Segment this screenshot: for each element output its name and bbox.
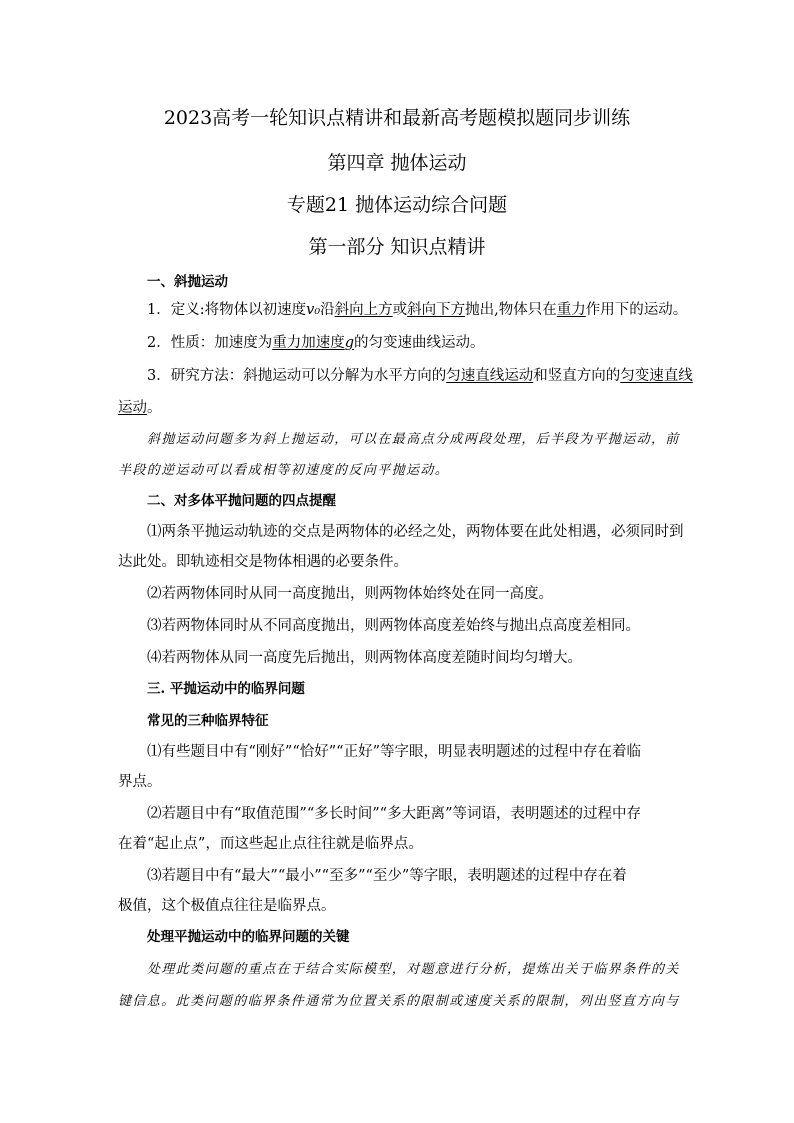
method-line <box>147 364 707 385</box>
note-line-1: 斜抛运动问题多为斜上抛运动，可以在最高点分成两段处理，后半段为平抛运动，前 <box>147 432 680 447</box>
definition-underlined: 斜向上方 <box>334 302 393 318</box>
method-underlined: 运动 <box>118 400 147 416</box>
property-underlined-text: 重力加速度 <box>272 335 345 351</box>
section2-point1-line1: ⑴两条平抛运动轨迹的交点是两物体的必经之处，两物体要在此处相遇，必须同时到 <box>147 524 684 540</box>
definition-underlined: 斜向下方 <box>407 302 466 318</box>
topic-title: 专题21 抛体运动综合问题 <box>286 194 508 216</box>
definition-underlined: 重力 <box>556 302 586 318</box>
definition-variable: v₀ <box>306 302 321 318</box>
section2-point1-line2: 达此处。即轨迹相交是物体相遇的必要条件。 <box>118 554 408 570</box>
section2-point3: ⑶若两物体同时从不同高度抛出，则两物体高度差始终与抛出点高度差相同。 <box>147 618 640 634</box>
definition-suffix: 作用下的运动。 <box>585 302 688 318</box>
definition-line <box>147 298 707 319</box>
section2-point2: ⑵若两物体同时从同一高度抛出，则两物体始终处在同一高度。 <box>147 586 553 602</box>
document-title: 2023高考一轮知识点精讲和最新高考题模拟题同步训练 <box>163 107 631 129</box>
section2-point4: ⑷若两物体从同一高度先后抛出，则两物体高度差随时间均匀增大。 <box>147 650 582 666</box>
definition-text: 抛出,物体只在 <box>465 302 557 318</box>
key-line-1: 处理此类问题的重点在于结合实际模型，对题意进行分析，提炼出关于临界条件的关 <box>147 962 680 977</box>
method-underlined: 匀速直线运动 <box>446 368 534 384</box>
method-text: 和竖直方向的 <box>533 368 621 384</box>
critical-point1-line2: 界点。 <box>118 774 162 790</box>
method-prefix: 3．研究方法：斜抛运动可以分解为水平方向的 <box>147 368 447 384</box>
critical-point3-line2: 极值，这个极值点往往是临界点。 <box>118 898 336 914</box>
definition-text: 沿 <box>320 302 335 318</box>
critical-point2-line1: ⑵若题目中有“取值范围”“多长时间”“多大距离”等词语，表明题述的过程中存 <box>147 806 641 822</box>
critical-point2-line2: 在着“起止点”，而这些起止点往往就是临界点。 <box>118 836 423 852</box>
section3-heading: 三. 平抛运动中的临界问题 <box>147 681 305 697</box>
property-variable: g <box>344 335 355 351</box>
critical-point3-line1: ⑶若题目中有“最大”“最小”“至多”“至少”等字眼，表明题述的过程中存在着 <box>147 868 627 884</box>
section3-subheading-2: 处理平抛运动中的临界问题的关键 <box>147 929 350 945</box>
section1-heading: 一、斜抛运动 <box>147 274 228 290</box>
property-line <box>147 331 707 352</box>
method-underlined: 匀变速直线 <box>620 368 693 384</box>
section3-subheading-1: 常见的三种临界特征 <box>147 713 269 729</box>
chapter-title: 第四章 抛体运动 <box>327 152 467 174</box>
property-suffix: 的匀变速曲线运动。 <box>354 335 485 351</box>
method-end: 。 <box>147 400 162 416</box>
property-prefix: 2．性质：加速度为 <box>147 335 273 351</box>
note-line-2: 半段的逆运动可以看成相等初速度的反向平抛运动。 <box>118 463 450 478</box>
critical-point1-line1: ⑴有些题目中有“刚好”“恰好”“正好”等字眼，明显表明题述的过程中存在着临 <box>147 744 641 760</box>
property-underlined <box>272 335 354 351</box>
part-title: 第一部分 知识点精讲 <box>308 236 486 258</box>
definition-prefix: 1．定义:将物体以初速度 <box>147 302 307 318</box>
section2-heading: 二、对多体平抛问题的四点提醒 <box>147 493 336 509</box>
key-line-2: 键信息。此类问题的临界条件通常为位置关系的限制或速度关系的限制，列出竖直方向与 <box>118 994 680 1009</box>
definition-text: 或 <box>392 302 408 318</box>
method-line-2 <box>118 396 678 417</box>
